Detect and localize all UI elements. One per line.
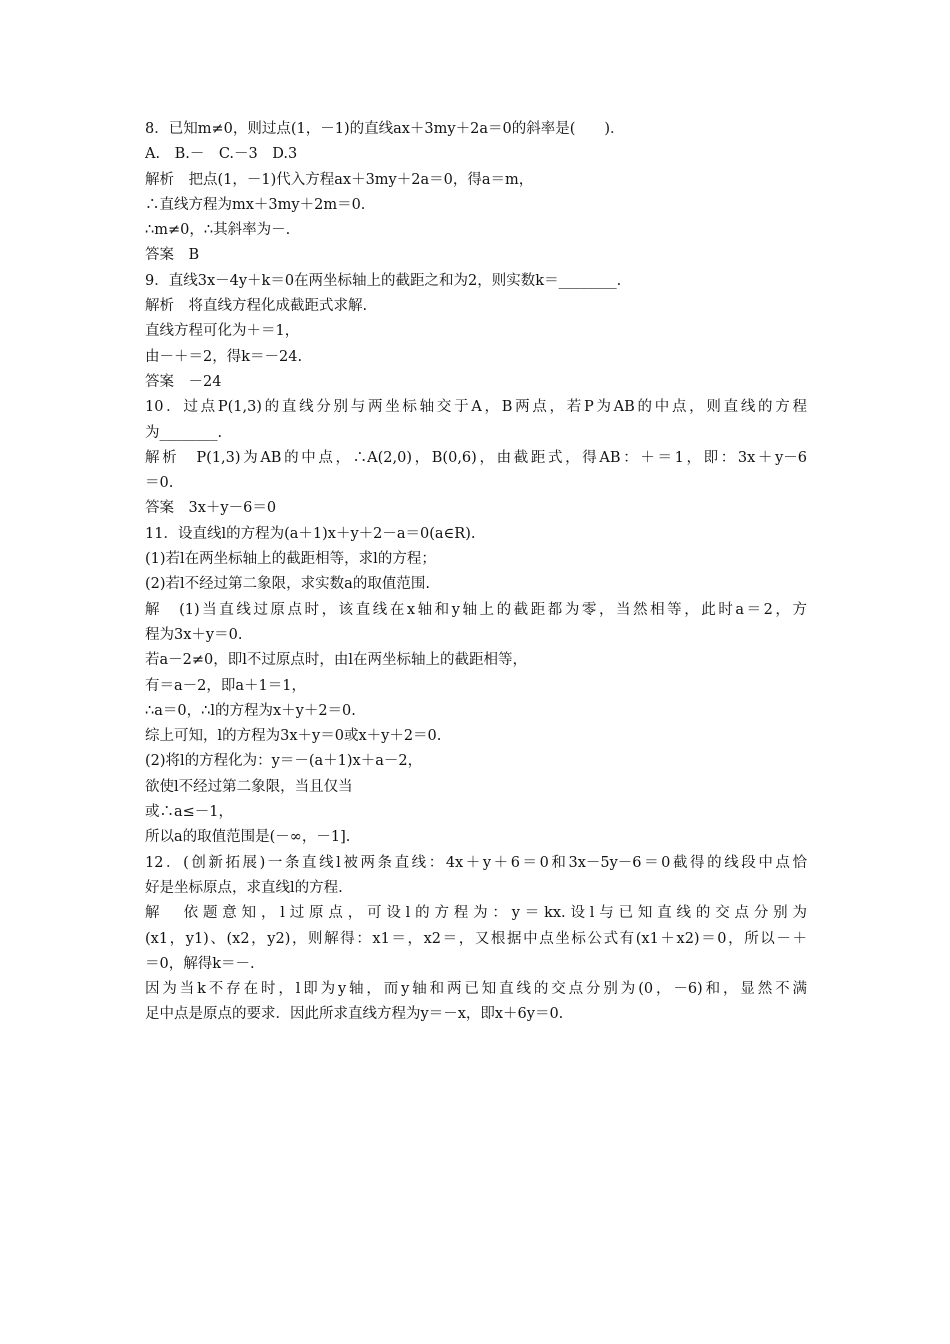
text-line: 解析 P(1,3)为AB的中点，∴A(2,0)，B(0,6)，由截距式，得AB：＋＝1，即：3x＋y－6 <box>145 449 807 466</box>
text-line: 由－＋＝2，得k＝－24. <box>145 348 303 365</box>
text-line: 综上可知，l的方程为3x＋y＝0或x＋y＋2＝0. <box>145 728 442 745</box>
text-line: 好是坐标原点，求直线l的方程. <box>145 879 343 896</box>
text-line: A. B.－ C.－3 D.3 <box>145 146 298 163</box>
text-line: ∴a＝0，∴l的方程为x＋y＋2＝0. <box>145 702 356 719</box>
text-line: (x1，y1)、(x2，y2)，则解得：x1＝，x2＝，又根据中点坐标公式有(x1＋x2)＝0，所以－＋ <box>145 930 807 947</box>
text-line: 解析 把点(1，－1)代入方程ax＋3my＋2a＝0，得a＝m， <box>145 171 534 188</box>
text-line: 程为3x＋y＝0. <box>145 626 243 643</box>
text-line: 答案 －24 <box>145 373 222 390</box>
text-line: ∴m≠0，∴其斜率为－. <box>145 222 291 239</box>
text-line: 解析 将直线方程化成截距式求解. <box>145 298 368 315</box>
text-line: 或∴a≤－1， <box>145 804 234 821</box>
text-line: 11．设直线l的方程为(a＋1)x＋y＋2－a＝0(a∈R). <box>145 525 476 542</box>
text-line: 因为当k不存在时，l即为y轴，而y轴和两已知直线的交点分别为(0，－6)和，显然不满 <box>145 981 807 998</box>
text-line: ＝0，解得k＝－. <box>145 955 255 972</box>
text-line: 足中点是原点的要求．因此所求直线方程为y＝－x，即x＋6y＝0. <box>145 1006 564 1023</box>
text-line: (2)若l不经过第二象限，求实数a的取值范围. <box>145 576 430 593</box>
text-line: 答案 3x＋y－6＝0 <box>145 500 277 517</box>
text-line: 解 依题意知，l过原点，可设l的方程为：y＝kx.设l与已知直线的交点分别为 <box>145 905 807 922</box>
text-line: 解 (1)当直线过原点时，该直线在x轴和y轴上的截距都为零，当然相等，此时a＝2，方 <box>145 601 807 618</box>
text-line: 为________. <box>145 424 223 441</box>
text-line: 10．过点P(1,3)的直线分别与两坐标轴交于A，B两点，若P为AB的中点，则直线的方程 <box>145 399 807 416</box>
text-line: 欲使l不经过第二象限，当且仅当 <box>145 778 353 795</box>
text-line: 答案 B <box>145 247 200 264</box>
text-line: 9．直线3x－4y＋k＝0在两坐标轴上的截距之和为2，则实数k＝________. <box>145 272 622 289</box>
text-line: 有＝a－2，即a＋1＝1， <box>145 677 306 694</box>
text-line: ∴直线方程为mx＋3my＋2m＝0. <box>145 196 366 213</box>
text-line: (2)将l的方程化为：y＝－(a＋1)x＋a－2， <box>145 753 423 770</box>
document-body <box>145 117 807 1028</box>
text-line: 12．(创新拓展)一条直线l被两条直线：4x＋y＋6＝0和3x－5y－6＝0截得的线段中点恰 <box>145 854 807 871</box>
text-line: 8．已知m≠0，则过点(1，－1)的直线ax＋3my＋2a＝0的斜率是( )． <box>145 121 625 137</box>
text-line: ＝0. <box>145 475 174 492</box>
text-line: 直线方程可化为＋＝1， <box>145 323 300 340</box>
text-line: (1)若l在两坐标轴上的截距相等，求l的方程； <box>145 551 436 568</box>
text-line: 所以a的取值范围是(－∞，－1]. <box>145 829 351 846</box>
text-line: 若a－2≠0，即l不过原点时，由l在两坐标轴上的截距相等， <box>145 652 528 669</box>
